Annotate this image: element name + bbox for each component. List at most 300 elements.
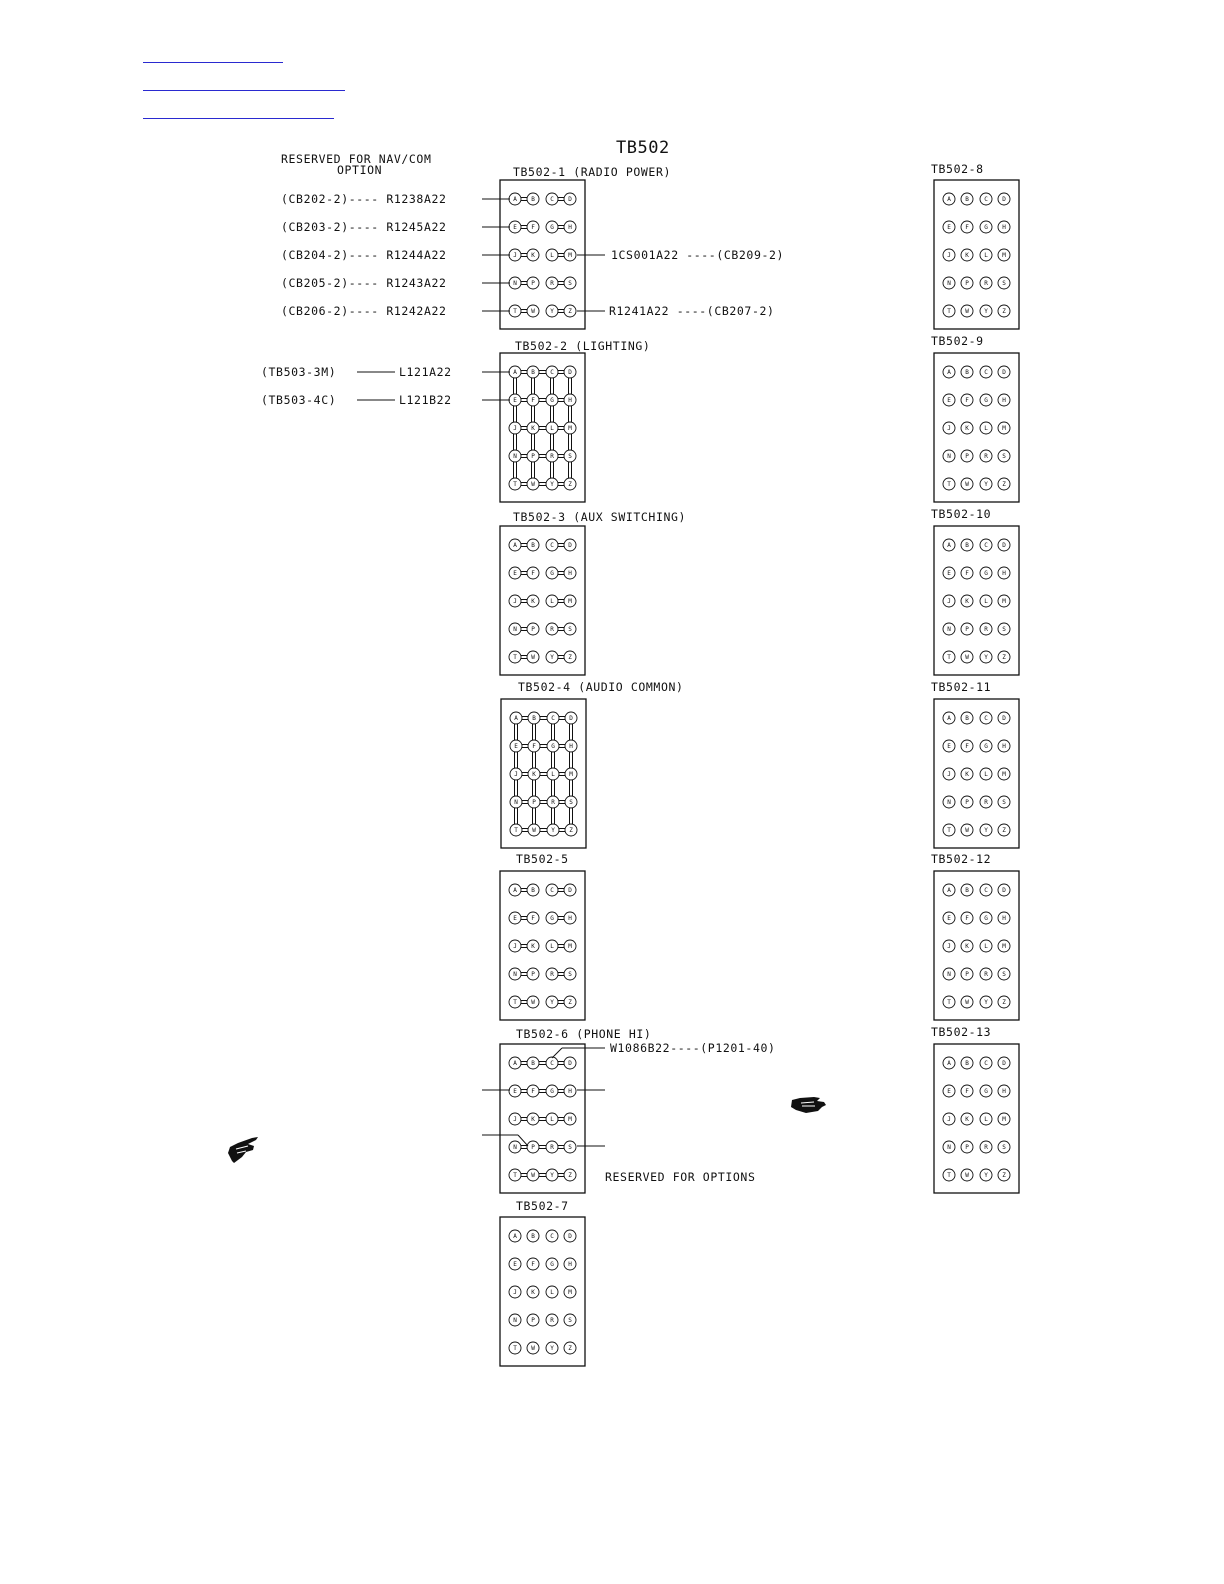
svg-text:R: R <box>550 453 554 460</box>
terminal-r <box>980 623 992 635</box>
terminal-c <box>546 366 558 378</box>
terminal-e <box>510 740 522 752</box>
terminal-w <box>527 305 539 317</box>
svg-text:B: B <box>965 887 969 894</box>
svg-text:L: L <box>984 1116 988 1123</box>
svg-text:K: K <box>531 1289 535 1296</box>
terminal-r <box>546 450 558 462</box>
svg-text:Y: Y <box>984 481 988 488</box>
svg-text:N: N <box>947 971 951 978</box>
block-label-tb502-10: TB502-10 <box>931 507 992 521</box>
terminal-l <box>546 1113 558 1125</box>
svg-text:L: L <box>550 943 554 950</box>
lighting-wire-2: L121B22 <box>399 393 452 407</box>
terminal-k <box>961 422 973 434</box>
svg-text:F: F <box>532 743 536 750</box>
svg-text:J: J <box>513 598 517 605</box>
svg-text:C: C <box>550 369 554 376</box>
terminal-d <box>564 193 576 205</box>
terminal-g <box>980 912 992 924</box>
terminal-n <box>509 968 521 980</box>
terminal-block-tb502-9 <box>934 353 1019 502</box>
terminal-n <box>943 277 955 289</box>
svg-text:P: P <box>965 280 969 287</box>
svg-text:A: A <box>947 542 951 549</box>
svg-text:N: N <box>947 799 951 806</box>
svg-text:J: J <box>513 943 517 950</box>
terminal-n <box>510 796 522 808</box>
terminal-z <box>564 305 576 317</box>
block-label-tb502-12: TB502-12 <box>931 852 992 866</box>
terminal-h <box>564 1085 576 1097</box>
svg-text:R: R <box>984 626 988 633</box>
svg-text:Y: Y <box>550 308 554 315</box>
svg-text:T: T <box>513 1345 517 1352</box>
svg-text:M: M <box>1002 252 1006 259</box>
svg-text:Z: Z <box>568 1345 572 1352</box>
terminal-k <box>527 1113 539 1125</box>
terminal-g <box>546 1258 558 1270</box>
svg-text:R: R <box>984 799 988 806</box>
terminal-b <box>527 366 539 378</box>
terminal-m <box>998 595 1010 607</box>
svg-text:H: H <box>568 1261 572 1268</box>
terminal-z <box>564 1169 576 1181</box>
terminal-w <box>527 478 539 490</box>
terminal-e <box>943 740 955 752</box>
terminal-h <box>998 221 1010 233</box>
lighting-source-1: (TB503-3M) <box>261 365 337 379</box>
terminal-m <box>564 940 576 952</box>
terminal-f <box>961 221 973 233</box>
left-wire-lines <box>482 199 510 311</box>
terminal-t <box>509 478 521 490</box>
terminal-t <box>943 305 955 317</box>
svg-text:W: W <box>531 481 535 488</box>
svg-text:F: F <box>965 915 969 922</box>
terminal-a <box>509 366 521 378</box>
terminal-g <box>547 740 559 752</box>
svg-text:M: M <box>568 1116 572 1123</box>
terminal-h <box>998 912 1010 924</box>
terminal-d <box>564 366 576 378</box>
svg-text:M: M <box>568 252 572 259</box>
svg-text:A: A <box>947 196 951 203</box>
svg-text:M: M <box>568 598 572 605</box>
terminal-z <box>998 1169 1010 1181</box>
svg-text:R: R <box>550 1317 554 1324</box>
terminal-g <box>980 740 992 752</box>
left-wire-3: (CB204-2)---- R1244A22 <box>281 248 447 262</box>
svg-text:C: C <box>984 542 988 549</box>
svg-text:Y: Y <box>984 827 988 834</box>
terminal-a <box>510 712 522 724</box>
svg-text:H: H <box>568 1088 572 1095</box>
terminal-a <box>509 539 521 551</box>
terminal-s <box>998 623 1010 635</box>
terminal-s <box>564 277 576 289</box>
terminal-w <box>527 1169 539 1181</box>
terminal-e <box>943 1085 955 1097</box>
terminal-g <box>980 394 992 406</box>
svg-text:M: M <box>1002 598 1006 605</box>
terminal-y <box>546 651 558 663</box>
terminal-a <box>943 884 955 896</box>
svg-text:T: T <box>947 827 951 834</box>
terminal-k <box>527 595 539 607</box>
terminal-p <box>527 1141 539 1153</box>
terminal-e <box>509 221 521 233</box>
svg-text:W: W <box>531 999 535 1006</box>
svg-text:H: H <box>1002 743 1006 750</box>
jumper-lines <box>515 1062 570 1177</box>
terminal-j <box>509 595 521 607</box>
terminal-w <box>528 824 540 836</box>
svg-text:C: C <box>550 887 554 894</box>
svg-text:P: P <box>531 453 535 460</box>
svg-text:K: K <box>531 1116 535 1123</box>
svg-text:D: D <box>568 369 572 376</box>
svg-text:Y: Y <box>984 999 988 1006</box>
svg-text:Y: Y <box>551 827 555 834</box>
jumper-lines <box>515 717 573 832</box>
terminal-h <box>998 740 1010 752</box>
terminal-c <box>546 1057 558 1069</box>
terminal-y <box>980 478 992 490</box>
terminal-t <box>509 1169 521 1181</box>
svg-text:S: S <box>1002 280 1006 287</box>
svg-text:G: G <box>984 570 988 577</box>
terminal-f <box>527 221 539 233</box>
svg-text:C: C <box>550 196 554 203</box>
svg-text:E: E <box>947 570 951 577</box>
terminal-n <box>943 796 955 808</box>
svg-text:S: S <box>569 799 573 806</box>
terminal-k <box>961 595 973 607</box>
svg-text:E: E <box>513 1261 517 1268</box>
svg-text:R: R <box>984 453 988 460</box>
terminal-d <box>998 884 1010 896</box>
svg-text:T: T <box>947 481 951 488</box>
svg-text:R: R <box>550 280 554 287</box>
terminal-p <box>527 968 539 980</box>
svg-text:N: N <box>513 1144 517 1151</box>
svg-text:Z: Z <box>568 999 572 1006</box>
svg-text:C: C <box>550 1233 554 1240</box>
terminal-p <box>528 796 540 808</box>
svg-text:A: A <box>947 369 951 376</box>
terminal-b <box>961 1057 973 1069</box>
terminal-block-tb502-3 <box>500 526 585 675</box>
svg-text:K: K <box>965 771 969 778</box>
svg-text:G: G <box>550 915 554 922</box>
terminal-h <box>565 740 577 752</box>
reserved-header-line-1: RESERVED FOR NAV/COM <box>281 152 432 166</box>
terminal-m <box>564 249 576 261</box>
terminal-m <box>998 940 1010 952</box>
terminal-c <box>546 1230 558 1242</box>
svg-text:Y: Y <box>550 999 554 1006</box>
terminal-c <box>980 193 992 205</box>
svg-text:T: T <box>513 654 517 661</box>
svg-text:M: M <box>568 943 572 950</box>
svg-text:E: E <box>947 915 951 922</box>
svg-text:M: M <box>1002 425 1006 432</box>
svg-text:J: J <box>513 1116 517 1123</box>
left-wire-2: (CB203-2)---- R1245A22 <box>281 220 447 234</box>
pointing-hand-icon <box>791 1097 826 1113</box>
terminal-a <box>943 193 955 205</box>
svg-text:Y: Y <box>550 654 554 661</box>
svg-text:A: A <box>947 887 951 894</box>
terminal-c <box>980 366 992 378</box>
terminal-block-tb502-8 <box>934 180 1019 329</box>
terminal-j <box>510 768 522 780</box>
terminal-f <box>528 740 540 752</box>
svg-text:G: G <box>550 397 554 404</box>
svg-text:D: D <box>1002 196 1006 203</box>
svg-text:C: C <box>984 887 988 894</box>
terminal-a <box>943 366 955 378</box>
terminal-block-tb502-4 <box>501 699 586 848</box>
terminal-l <box>980 940 992 952</box>
terminal-b <box>528 712 540 724</box>
svg-text:E: E <box>513 224 517 231</box>
svg-text:J: J <box>947 771 951 778</box>
svg-text:A: A <box>513 196 517 203</box>
svg-text:D: D <box>568 1060 572 1067</box>
terminal-m <box>564 422 576 434</box>
terminal-r <box>980 1141 992 1153</box>
terminal-blocks <box>500 180 1019 1366</box>
svg-text:W: W <box>531 1172 535 1179</box>
svg-text:A: A <box>947 1060 951 1067</box>
svg-text:K: K <box>965 252 969 259</box>
svg-text:P: P <box>531 1144 535 1151</box>
svg-text:W: W <box>965 999 969 1006</box>
left-wire-4: (CB205-2)---- R1243A22 <box>281 276 447 290</box>
terminal-e <box>943 221 955 233</box>
terminal-j <box>509 422 521 434</box>
terminal-z <box>564 478 576 490</box>
terminal-a <box>509 1057 521 1069</box>
terminal-t <box>509 1342 521 1354</box>
terminal-b <box>527 1057 539 1069</box>
terminal-c <box>980 1057 992 1069</box>
terminal-n <box>509 623 521 635</box>
terminal-e <box>509 1085 521 1097</box>
svg-text:N: N <box>513 1317 517 1324</box>
svg-text:Z: Z <box>569 827 573 834</box>
svg-text:E: E <box>947 1088 951 1095</box>
svg-text:A: A <box>513 887 517 894</box>
svg-text:T: T <box>513 308 517 315</box>
terminal-f <box>961 394 973 406</box>
terminal-b <box>961 712 973 724</box>
svg-text:L: L <box>550 1289 554 1296</box>
terminal-f <box>961 912 973 924</box>
svg-text:R: R <box>551 799 555 806</box>
terminal-y <box>980 1169 992 1181</box>
terminal-f <box>527 394 539 406</box>
terminal-y <box>980 651 992 663</box>
svg-text:N: N <box>513 971 517 978</box>
svg-text:B: B <box>965 715 969 722</box>
svg-text:G: G <box>984 224 988 231</box>
terminal-c <box>980 539 992 551</box>
svg-text:E: E <box>513 397 517 404</box>
block-label-tb502-11: TB502-11 <box>931 680 992 694</box>
terminal-l <box>546 595 558 607</box>
terminal-b <box>961 539 973 551</box>
svg-text:D: D <box>568 887 572 894</box>
svg-text:G: G <box>550 224 554 231</box>
terminal-k <box>527 249 539 261</box>
svg-text:N: N <box>513 626 517 633</box>
terminal-y <box>980 305 992 317</box>
svg-text:E: E <box>513 570 517 577</box>
svg-text:H: H <box>1002 570 1006 577</box>
terminal-r <box>980 450 992 462</box>
svg-text:E: E <box>513 915 517 922</box>
terminal-z <box>998 305 1010 317</box>
terminal-d <box>564 1230 576 1242</box>
terminal-d <box>564 539 576 551</box>
terminal-s <box>564 968 576 980</box>
terminal-z <box>998 478 1010 490</box>
svg-text:J: J <box>947 1116 951 1123</box>
terminal-m <box>564 595 576 607</box>
terminal-g <box>980 1085 992 1097</box>
terminal-m <box>564 1113 576 1125</box>
svg-text:H: H <box>568 397 572 404</box>
terminal-d <box>998 539 1010 551</box>
svg-text:S: S <box>1002 799 1006 806</box>
terminal-s <box>998 968 1010 980</box>
svg-text:P: P <box>532 799 536 806</box>
terminal-t <box>509 651 521 663</box>
terminal-p <box>961 968 973 980</box>
terminal-w <box>527 1342 539 1354</box>
terminal-p <box>961 450 973 462</box>
svg-text:D: D <box>1002 369 1006 376</box>
svg-text:B: B <box>965 1060 969 1067</box>
terminal-k <box>527 1286 539 1298</box>
terminal-l <box>546 249 558 261</box>
svg-text:G: G <box>984 1088 988 1095</box>
svg-text:S: S <box>1002 1144 1006 1151</box>
svg-text:L: L <box>984 252 988 259</box>
terminal-a <box>943 539 955 551</box>
svg-text:P: P <box>965 971 969 978</box>
terminal-l <box>547 768 559 780</box>
terminal-block-tb502-7 <box>500 1217 585 1366</box>
terminal-g <box>980 567 992 579</box>
terminal-l <box>546 1286 558 1298</box>
terminal-e <box>509 394 521 406</box>
svg-text:A: A <box>513 369 517 376</box>
svg-text:S: S <box>568 453 572 460</box>
svg-text:M: M <box>1002 943 1006 950</box>
svg-text:F: F <box>531 1088 535 1095</box>
svg-text:C: C <box>551 715 555 722</box>
svg-text:F: F <box>531 1261 535 1268</box>
svg-text:S: S <box>1002 453 1006 460</box>
terminal-m <box>998 768 1010 780</box>
svg-text:L: L <box>551 771 555 778</box>
terminal-e <box>943 567 955 579</box>
block-label-tb502-9: TB502-9 <box>931 334 984 348</box>
terminal-t <box>943 651 955 663</box>
terminal-m <box>565 768 577 780</box>
svg-text:G: G <box>984 743 988 750</box>
svg-text:G: G <box>551 743 555 750</box>
terminal-c <box>980 884 992 896</box>
svg-text:J: J <box>513 1289 517 1296</box>
svg-text:W: W <box>965 481 969 488</box>
svg-text:Z: Z <box>568 1172 572 1179</box>
block-label-tb502-7: TB502-7 <box>516 1199 569 1213</box>
terminal-k <box>528 768 540 780</box>
right-wire-1: 1CS001A22 ----(CB209-2) <box>611 248 785 262</box>
terminal-w <box>961 1169 973 1181</box>
svg-text:B: B <box>531 1060 535 1067</box>
terminal-s <box>564 450 576 462</box>
terminal-r <box>546 1314 558 1326</box>
terminal-d <box>998 366 1010 378</box>
svg-text:J: J <box>513 252 517 259</box>
terminal-p <box>527 1314 539 1326</box>
terminal-p <box>961 623 973 635</box>
terminal-k <box>527 940 539 952</box>
terminal-s <box>998 796 1010 808</box>
reserved-options: RESERVED FOR OPTIONS <box>605 1170 756 1184</box>
terminal-z <box>998 996 1010 1008</box>
svg-text:Z: Z <box>1002 999 1006 1006</box>
terminal-j <box>509 940 521 952</box>
svg-text:C: C <box>984 369 988 376</box>
svg-text:Y: Y <box>550 1345 554 1352</box>
terminal-j <box>943 768 955 780</box>
terminal-w <box>961 305 973 317</box>
terminal-e <box>509 912 521 924</box>
svg-text:W: W <box>532 827 536 834</box>
terminal-l <box>980 595 992 607</box>
terminal-m <box>564 1286 576 1298</box>
svg-text:D: D <box>1002 1060 1006 1067</box>
svg-text:H: H <box>1002 397 1006 404</box>
svg-text:K: K <box>532 771 536 778</box>
terminal-f <box>527 567 539 579</box>
terminal-r <box>980 968 992 980</box>
terminal-p <box>961 1141 973 1153</box>
svg-text:Z: Z <box>1002 1172 1006 1179</box>
terminal-w <box>961 996 973 1008</box>
svg-text:A: A <box>513 1060 517 1067</box>
terminal-f <box>527 1258 539 1270</box>
svg-text:D: D <box>568 542 572 549</box>
svg-text:N: N <box>947 453 951 460</box>
svg-text:F: F <box>965 224 969 231</box>
svg-text:S: S <box>568 971 572 978</box>
svg-text:N: N <box>513 453 517 460</box>
terminal-t <box>943 478 955 490</box>
svg-text:E: E <box>947 397 951 404</box>
svg-text:W: W <box>531 308 535 315</box>
svg-text:F: F <box>965 397 969 404</box>
terminal-h <box>998 394 1010 406</box>
svg-text:J: J <box>947 598 951 605</box>
